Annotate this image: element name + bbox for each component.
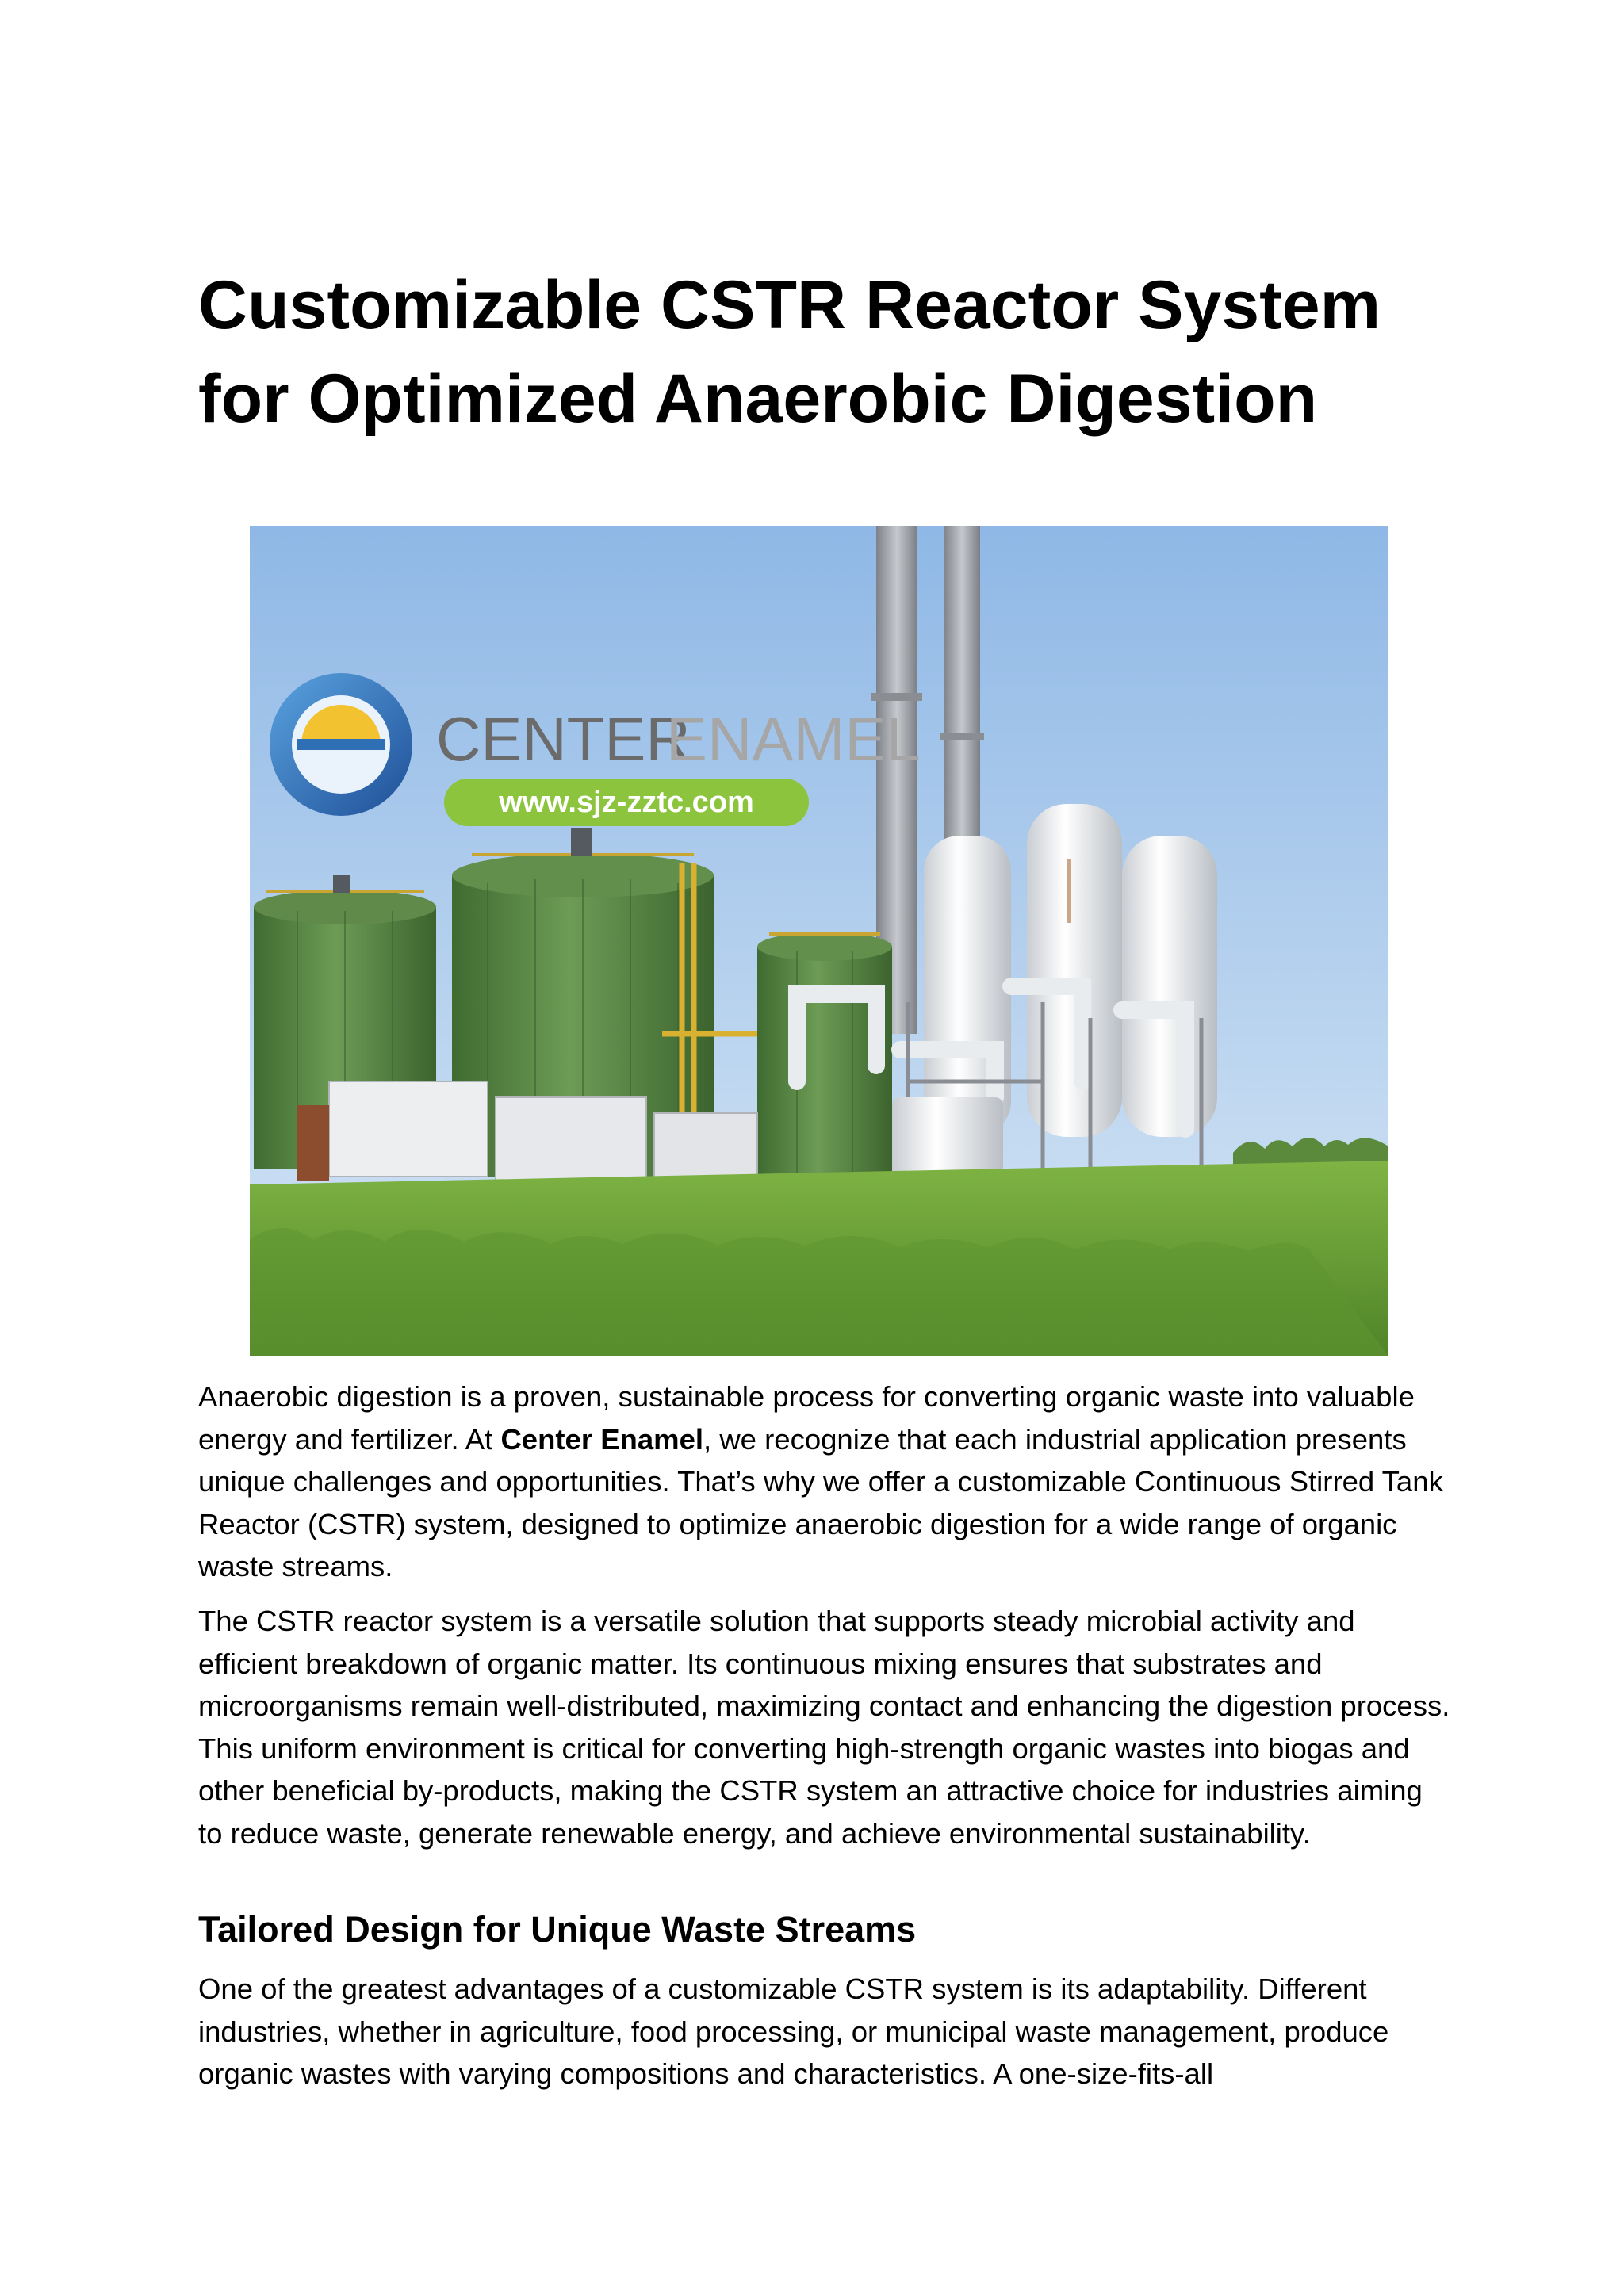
- company-name-bold: Center Enamel: [500, 1422, 704, 1456]
- section-heading: Tailored Design for Unique Waste Streams: [198, 1909, 917, 1950]
- logo-url-text: www.sjz-zztc.com: [499, 786, 754, 819]
- white-storage-tanks: [924, 804, 1217, 1137]
- intro-text-start: Anaerobic digestion is a proven, sustainable process for converting organic waste into valuable energy and fertilizer. At: [198, 1380, 1415, 1456]
- page-title: [198, 258, 1499, 446]
- intro-paragraph: [198, 1376, 1451, 1588]
- title-line-2: for Optimized Anaerobic Digestion: [198, 361, 1318, 437]
- title-line-1: Customizable CSTR Reactor System: [198, 267, 1381, 343]
- logo-word-enamel: ENAMEL: [666, 704, 921, 774]
- biogas-plant-photo: [250, 526, 1388, 1356]
- cstr-description-paragraph: The CSTR reactor system is a versatile solution that supports steady microbial activity and efficient breakdown of organic matter. Its continuous mixing ensures that substrates and microorganisms remain well-distributed, maximizing contact and enhancing the digestion process. This uniform environment is critical for converting high-strength organic wastes into biogas and other beneficial by-products, making the CSTR system an attractive choice for industries aiming to reduce waste, generate renewable energy, and achieve environmental sustainability.: [198, 1605, 1450, 1850]
- intro-text-end: , we recognize that each industrial application presents unique challenges and opportunities. That’s why we offer a customizable Continuous Stirred Tank Reactor (CSTR) system, designed to optimize anaerobic digestion for a wide range of organic waste streams.: [198, 1422, 1443, 1582]
- logo-word-center: CENTER: [436, 704, 691, 774]
- tailored-design-paragraph: One of the greatest advantages of a customizable CSTR system is its adaptability. Different industries, whether in agriculture, food processing, or municipal waste management, produce organic wastes with varying compositions and characteristics. A one-size-fits-all: [198, 1973, 1389, 2090]
